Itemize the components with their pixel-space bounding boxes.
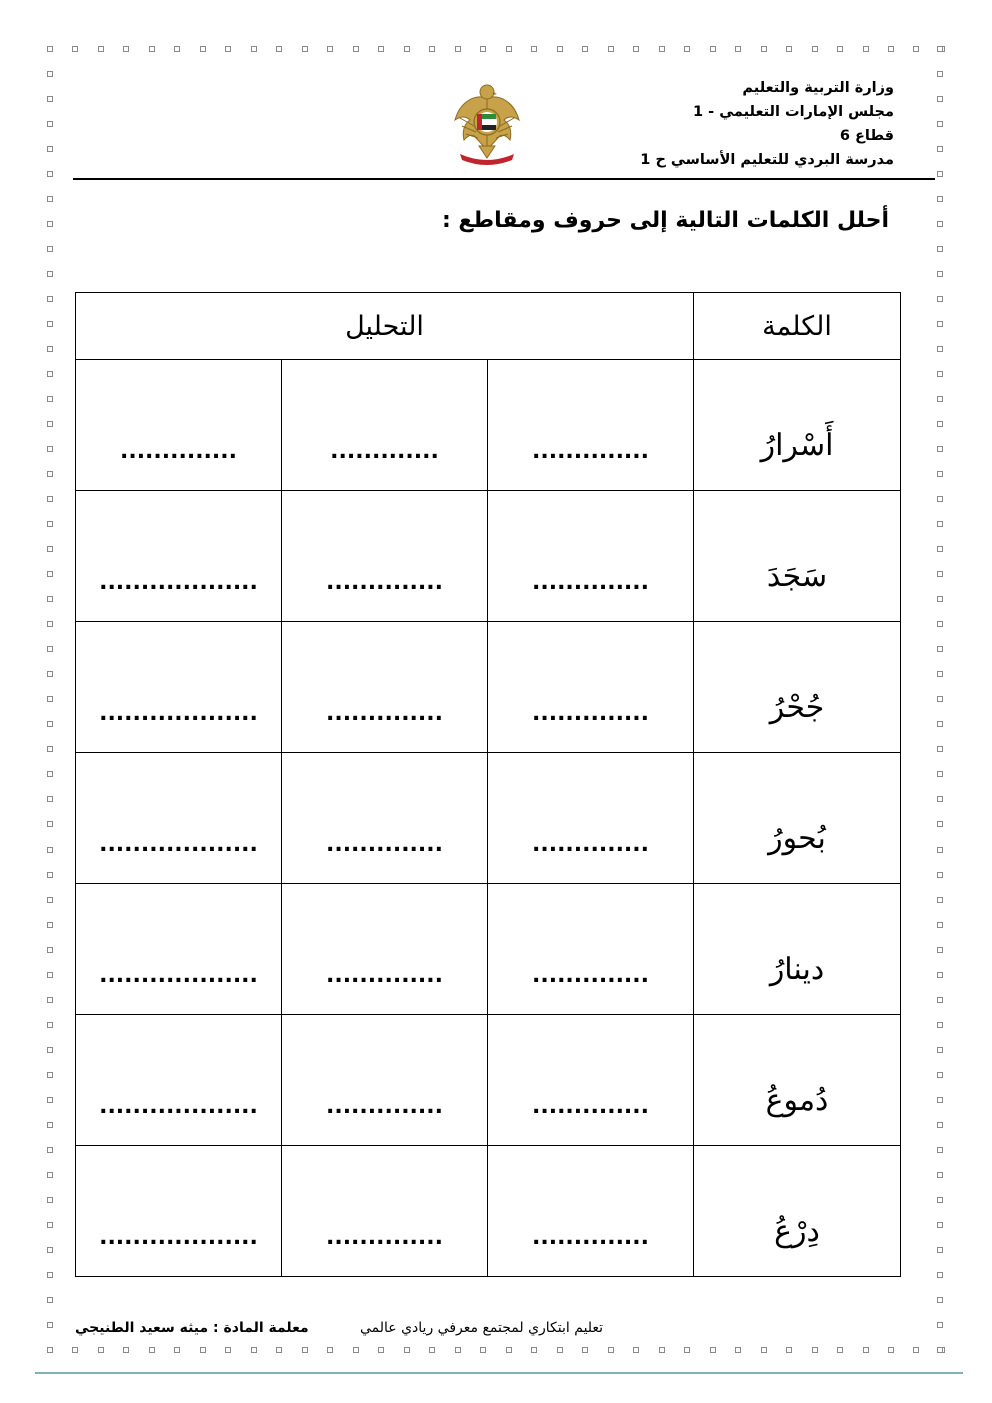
border-square [837, 46, 843, 52]
border-square [937, 1297, 943, 1303]
border-square [937, 746, 943, 752]
border-square [47, 1172, 53, 1178]
border-square [937, 771, 943, 777]
teacher-name: معلمة المادة : ميثه سعيد الطنيجي [75, 1320, 309, 1336]
border-square [47, 646, 53, 652]
border-square [47, 521, 53, 527]
analysis-blank-cell[interactable] [76, 1015, 282, 1146]
blank-dots: ................... [99, 569, 258, 595]
border-square [582, 1347, 588, 1353]
word-column-header: الكلمة [694, 293, 901, 360]
border-square [327, 1347, 333, 1353]
border-square [480, 1347, 486, 1353]
border-square [47, 321, 53, 327]
word-cell [694, 753, 901, 884]
border-square [47, 847, 53, 853]
blank-dots: .............. [532, 1224, 650, 1250]
border-square [251, 46, 257, 52]
header-divider [73, 178, 935, 180]
border-square [937, 1322, 943, 1328]
border-square [47, 947, 53, 953]
table-row [76, 491, 901, 622]
border-square [47, 997, 53, 1003]
border-square [225, 46, 231, 52]
border-square [937, 997, 943, 1003]
border-square [937, 521, 943, 527]
blank-dots: .............. [325, 962, 443, 988]
blank-dots: .............. [532, 1093, 650, 1119]
border-square [47, 346, 53, 352]
border-square [47, 571, 53, 577]
ministry-name: وزارة التربية والتعليم [742, 80, 894, 96]
council-name: مجلس الإمارات التعليمي - 1 [693, 104, 894, 120]
border-square [455, 1347, 461, 1353]
blank-dots: .............. [532, 569, 650, 595]
border-square [937, 1047, 943, 1053]
analysis-blank-cell[interactable] [488, 753, 694, 884]
border-square [937, 646, 943, 652]
border-square [937, 1222, 943, 1228]
word-text: بُحورُ [768, 820, 826, 856]
border-square [937, 721, 943, 727]
border-square [937, 146, 943, 152]
analysis-blank-cell[interactable] [488, 1015, 694, 1146]
analysis-blank-cell[interactable] [76, 1146, 282, 1277]
border-square [937, 947, 943, 953]
table-row [76, 360, 901, 491]
border-square [47, 246, 53, 252]
border-bottom [47, 1347, 945, 1353]
school-header [594, 76, 894, 172]
border-square [937, 596, 943, 602]
border-square [47, 746, 53, 752]
border-square [480, 46, 486, 52]
word-text: أَسْرارُ [760, 427, 834, 463]
border-square [812, 46, 818, 52]
blank-dots: ................... [99, 962, 258, 988]
border-square [47, 71, 53, 77]
word-text: سَجَدَ [766, 558, 828, 594]
border-square [47, 872, 53, 878]
border-square [735, 46, 741, 52]
blank-dots: .............. [532, 700, 650, 726]
word-cell [694, 1146, 901, 1277]
border-square [608, 1347, 614, 1353]
border-square [174, 1347, 180, 1353]
analysis-blank-cell[interactable] [488, 884, 694, 1015]
analysis-blank-cell[interactable] [282, 1146, 488, 1277]
border-square [378, 46, 384, 52]
border-square [937, 621, 943, 627]
border-square [47, 696, 53, 702]
table-row [76, 1015, 901, 1146]
border-top [47, 46, 945, 52]
border-square [47, 446, 53, 452]
border-square [123, 46, 129, 52]
blank-dots: .............. [325, 1093, 443, 1119]
blank-dots: ............. [330, 438, 439, 464]
border-square [123, 1347, 129, 1353]
border-square [47, 1147, 53, 1153]
blank-dots: .............. [532, 438, 650, 464]
blank-dots: .............. [119, 438, 237, 464]
word-text: دِرْعُ [774, 1213, 820, 1249]
border-square [506, 46, 512, 52]
border-square [684, 46, 690, 52]
border-square [937, 1272, 943, 1278]
border-square [98, 1347, 104, 1353]
border-square [937, 46, 943, 52]
uae-emblem-icon [452, 80, 522, 166]
blank-dots: .............. [325, 569, 443, 595]
border-square [47, 421, 53, 427]
border-square [506, 1347, 512, 1353]
border-square [47, 771, 53, 777]
border-square [557, 1347, 563, 1353]
border-square [47, 96, 53, 102]
border-left [47, 46, 53, 1353]
blank-dots: .............. [532, 962, 650, 988]
border-square [47, 46, 53, 52]
border-square [937, 346, 943, 352]
border-square [47, 1047, 53, 1053]
blank-dots: .............. [325, 700, 443, 726]
border-right [937, 46, 943, 1353]
border-square [98, 46, 104, 52]
border-square [47, 146, 53, 152]
border-square [937, 872, 943, 878]
border-square [582, 46, 588, 52]
table-header-row [76, 293, 901, 360]
border-square [937, 696, 943, 702]
border-square [937, 471, 943, 477]
word-cell [694, 884, 901, 1015]
border-square [888, 1347, 894, 1353]
border-square [937, 821, 943, 827]
table-row [76, 884, 901, 1015]
analysis-blank-cell[interactable] [76, 884, 282, 1015]
analysis-blank-cell[interactable] [76, 622, 282, 753]
blank-dots: .............. [325, 1224, 443, 1250]
border-square [455, 46, 461, 52]
border-square [937, 796, 943, 802]
border-square [710, 46, 716, 52]
border-square [761, 1347, 767, 1353]
border-square [378, 1347, 384, 1353]
border-square [47, 121, 53, 127]
border-square [937, 1097, 943, 1103]
word-text: جُحْرُ [769, 689, 825, 725]
bottom-divider [35, 1372, 963, 1374]
border-square [937, 571, 943, 577]
border-square [149, 46, 155, 52]
border-square [47, 546, 53, 552]
border-square [47, 1322, 53, 1328]
analysis-blank-cell[interactable] [76, 753, 282, 884]
border-square [531, 46, 537, 52]
border-square [47, 1272, 53, 1278]
border-square [633, 1347, 639, 1353]
blank-dots: ................... [99, 831, 258, 857]
border-square [633, 46, 639, 52]
border-square [937, 1172, 943, 1178]
border-square [47, 821, 53, 827]
border-square [937, 496, 943, 502]
border-square [937, 922, 943, 928]
analysis-blank-cell[interactable] [76, 360, 282, 491]
border-square [937, 847, 943, 853]
border-square [937, 271, 943, 277]
analysis-blank-cell[interactable] [282, 753, 488, 884]
border-square [937, 171, 943, 177]
instruction-text: أحلل الكلمات التالية إلى حروف ومقاطع : [441, 208, 889, 233]
analysis-blank-cell[interactable] [488, 491, 694, 622]
border-square [47, 196, 53, 202]
border-square [937, 296, 943, 302]
border-square [404, 1347, 410, 1353]
word-text: دينارُ [769, 951, 825, 987]
analysis-blank-cell[interactable] [282, 491, 488, 622]
border-square [276, 1347, 282, 1353]
border-square [659, 46, 665, 52]
border-square [47, 1022, 53, 1028]
border-square [937, 1347, 943, 1353]
border-square [937, 546, 943, 552]
border-square [47, 496, 53, 502]
blank-dots: ................... [99, 1093, 258, 1119]
table-row [76, 1146, 901, 1277]
border-square [353, 1347, 359, 1353]
border-square [937, 321, 943, 327]
border-square [327, 46, 333, 52]
border-square [937, 446, 943, 452]
border-square [531, 1347, 537, 1353]
border-square [47, 271, 53, 277]
border-square [937, 196, 943, 202]
analysis-blank-cell[interactable] [488, 360, 694, 491]
word-cell [694, 491, 901, 622]
border-square [937, 1197, 943, 1203]
analysis-blank-cell[interactable] [282, 884, 488, 1015]
border-square [47, 1297, 53, 1303]
border-square [47, 1072, 53, 1078]
border-square [47, 296, 53, 302]
border-square [47, 596, 53, 602]
border-square [937, 972, 943, 978]
footer-motto: تعليم ابتكاري لمجتمع معرفي ريادي عالمي [360, 1320, 604, 1336]
border-square [937, 421, 943, 427]
analysis-blank-cell[interactable] [488, 1146, 694, 1277]
analysis-table [75, 292, 901, 1277]
border-square [761, 46, 767, 52]
border-square [684, 1347, 690, 1353]
table-row [76, 753, 901, 884]
border-square [937, 396, 943, 402]
table-row [76, 622, 901, 753]
border-square [937, 1247, 943, 1253]
border-square [937, 96, 943, 102]
border-square [47, 396, 53, 402]
border-square [47, 972, 53, 978]
border-square [353, 46, 359, 52]
border-square [937, 371, 943, 377]
border-square [888, 46, 894, 52]
blank-dots: ................... [99, 1224, 258, 1250]
border-square [47, 171, 53, 177]
border-square [937, 121, 943, 127]
border-square [47, 671, 53, 677]
border-square [47, 796, 53, 802]
border-square [786, 1347, 792, 1353]
border-square [47, 721, 53, 727]
word-text: دُموعُ [765, 1082, 829, 1118]
border-square [429, 46, 435, 52]
border-square [47, 1247, 53, 1253]
border-square [404, 46, 410, 52]
border-square [937, 1072, 943, 1078]
border-square [937, 71, 943, 77]
blank-dots: .............. [532, 831, 650, 857]
border-square [72, 1347, 78, 1353]
border-square [608, 46, 614, 52]
border-square [786, 46, 792, 52]
border-square [659, 1347, 665, 1353]
border-square [302, 1347, 308, 1353]
analysis-blank-cell[interactable] [282, 360, 488, 491]
analysis-blank-cell[interactable] [488, 622, 694, 753]
border-square [200, 46, 206, 52]
analysis-blank-cell[interactable] [282, 622, 488, 753]
border-square [429, 1347, 435, 1353]
border-square [251, 1347, 257, 1353]
border-square [47, 621, 53, 627]
border-square [937, 1147, 943, 1153]
border-square [735, 1347, 741, 1353]
border-square [47, 1197, 53, 1203]
analysis-column-header: التحليل [76, 293, 694, 360]
border-square [149, 1347, 155, 1353]
word-cell [694, 360, 901, 491]
border-square [937, 1122, 943, 1128]
border-square [47, 922, 53, 928]
school-name: مدرسة البردي للتعليم الأساسي ح 1 [640, 152, 894, 168]
border-square [47, 1122, 53, 1128]
border-square [937, 221, 943, 227]
border-square [302, 46, 308, 52]
border-square [812, 1347, 818, 1353]
blank-dots: ................... [99, 700, 258, 726]
sector-name: قطاع 6 [839, 128, 894, 144]
border-square [913, 1347, 919, 1353]
border-square [225, 1347, 231, 1353]
border-square [174, 46, 180, 52]
analysis-blank-cell[interactable] [76, 491, 282, 622]
border-square [276, 46, 282, 52]
border-square [72, 46, 78, 52]
blank-dots: .............. [325, 831, 443, 857]
border-square [47, 471, 53, 477]
border-square [863, 1347, 869, 1353]
border-square [863, 46, 869, 52]
border-square [937, 671, 943, 677]
border-square [710, 1347, 716, 1353]
border-square [937, 897, 943, 903]
border-square [937, 1022, 943, 1028]
border-square [837, 1347, 843, 1353]
border-square [47, 897, 53, 903]
analysis-blank-cell[interactable] [282, 1015, 488, 1146]
border-square [47, 1222, 53, 1228]
border-square [937, 246, 943, 252]
border-square [47, 371, 53, 377]
border-square [47, 1097, 53, 1103]
word-cell [694, 622, 901, 753]
border-square [200, 1347, 206, 1353]
border-square [913, 46, 919, 52]
border-square [557, 46, 563, 52]
word-cell [694, 1015, 901, 1146]
border-square [47, 221, 53, 227]
border-square [47, 1347, 53, 1353]
